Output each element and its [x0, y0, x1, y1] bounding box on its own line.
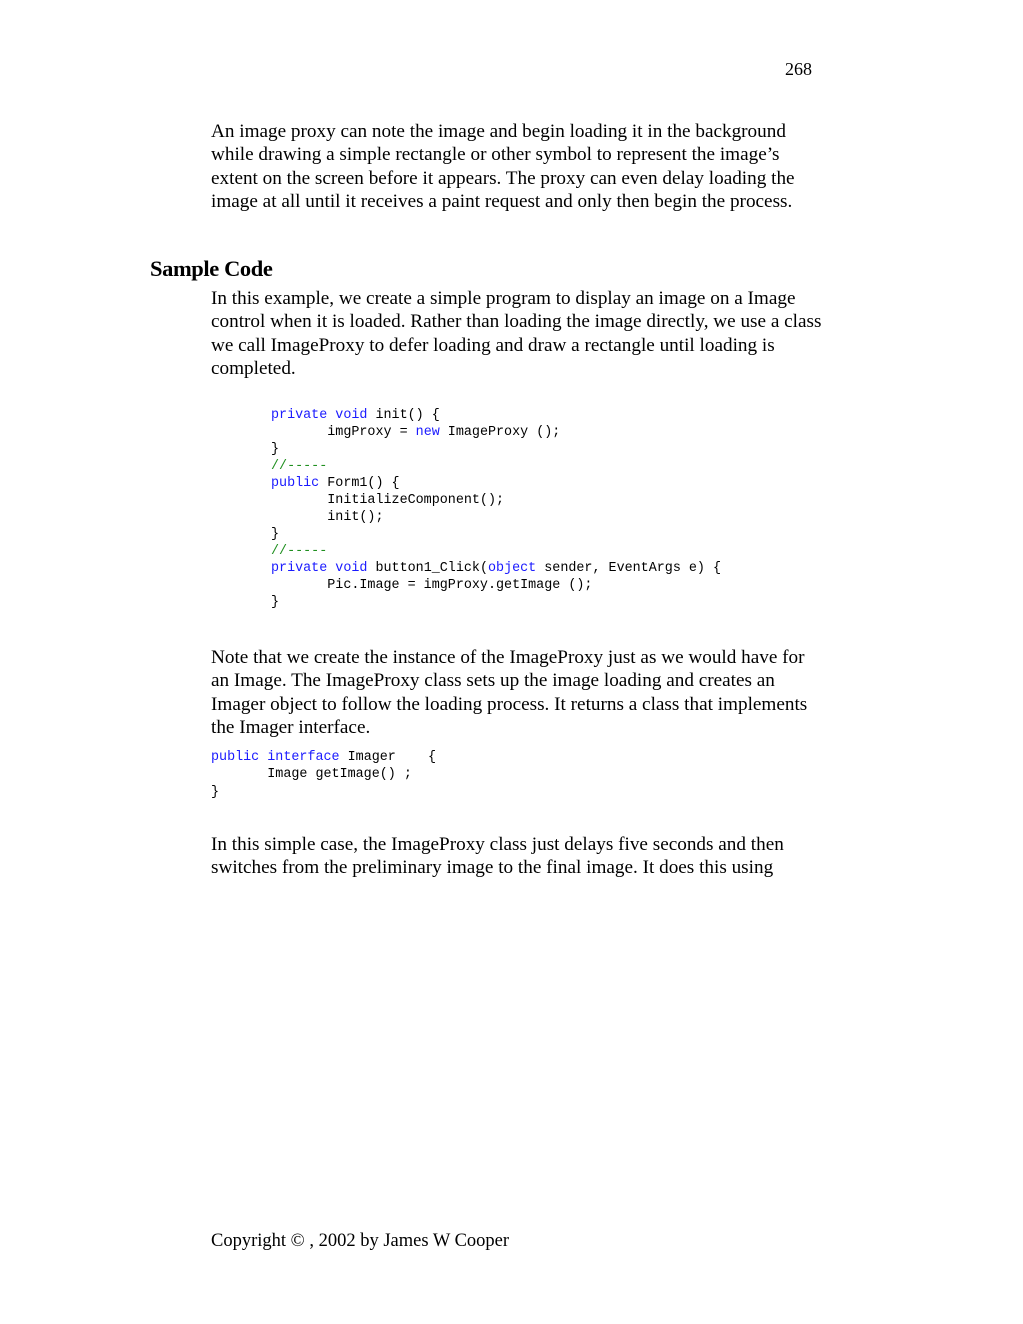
- code-text: Image getImage() ;: [267, 767, 412, 783]
- code-line: [211, 749, 436, 766]
- code-comment: //-----: [271, 459, 328, 474]
- code-keyword: interface: [267, 750, 340, 765]
- code-line: [271, 458, 721, 475]
- code-keyword: object: [488, 561, 537, 576]
- code-text: Pic.Image = imgProxy.getImage ();: [327, 578, 593, 593]
- code-line: [271, 526, 721, 543]
- code-line: [271, 543, 721, 560]
- code-line: [211, 766, 436, 783]
- closing-paragraph: In this simple case, the ImageProxy class just delays five seconds and then switches from the preliminary image to the final image. It does this using: [211, 834, 784, 879]
- code-block-imager-interface: [211, 749, 436, 801]
- code-keyword: void: [335, 561, 368, 576]
- code-text: }: [271, 595, 280, 610]
- code-text: }: [211, 784, 220, 800]
- code-text: Imager {: [339, 750, 437, 765]
- code-line: [271, 594, 721, 611]
- code-text: Form1() {: [319, 476, 400, 491]
- code-text: init();: [327, 510, 384, 525]
- code-text: }: [271, 527, 280, 542]
- code-text: sender, EventArgs e) {: [536, 561, 722, 576]
- code-line: [271, 577, 721, 594]
- code-text: InitializeComponent();: [327, 493, 505, 508]
- code-text: ImageProxy ();: [439, 425, 561, 440]
- code-comment: //-----: [271, 544, 328, 559]
- code-line: [271, 492, 721, 509]
- code-line: [271, 475, 721, 492]
- code-line: [271, 407, 721, 424]
- intro-paragraph: An image proxy can note the image and begin loading it in the background while drawing a simple rectangle or other symbol to represent the image’s extent on the screen before it appears. The proxy can even delay loading the image at all until it receives a paint request and only then begin the process.: [211, 121, 795, 212]
- code-text: }: [271, 442, 280, 457]
- code-line: [271, 441, 721, 458]
- code-keyword: new: [415, 425, 440, 440]
- code-text: button1_Click(: [367, 561, 488, 576]
- code-keyword: void: [335, 408, 368, 423]
- code-line: [271, 560, 721, 577]
- code-line: [271, 424, 721, 441]
- code-text: init() {: [367, 408, 440, 423]
- code-line: [271, 509, 721, 526]
- section-heading: Sample Code: [150, 256, 273, 281]
- code-text: imgProxy =: [327, 425, 416, 440]
- note-paragraph: Note that we create the instance of the ImageProxy just as we would have for an Image. The ImageProxy class sets up the image loading and creates an Imager object to follow the loading process. It returns a class that implements the Imager interface.: [211, 647, 808, 738]
- code-keyword: private: [271, 408, 328, 423]
- example-paragraph: In this example, we create a simple program to display an image on a Image control when it is loaded. Rather than loading the image directly, we use a class we call ImageProxy to defer loading and draw a rectangle until loading is completed.: [211, 288, 822, 379]
- code-keyword: public: [271, 476, 320, 491]
- code-block-init: [271, 407, 721, 611]
- code-keyword: public: [211, 750, 260, 765]
- code-line: [211, 784, 436, 801]
- code-keyword: private: [271, 561, 328, 576]
- page-number: 268: [785, 59, 812, 79]
- copyright-footer: Copyright © , 2002 by James W Cooper: [211, 1231, 510, 1251]
